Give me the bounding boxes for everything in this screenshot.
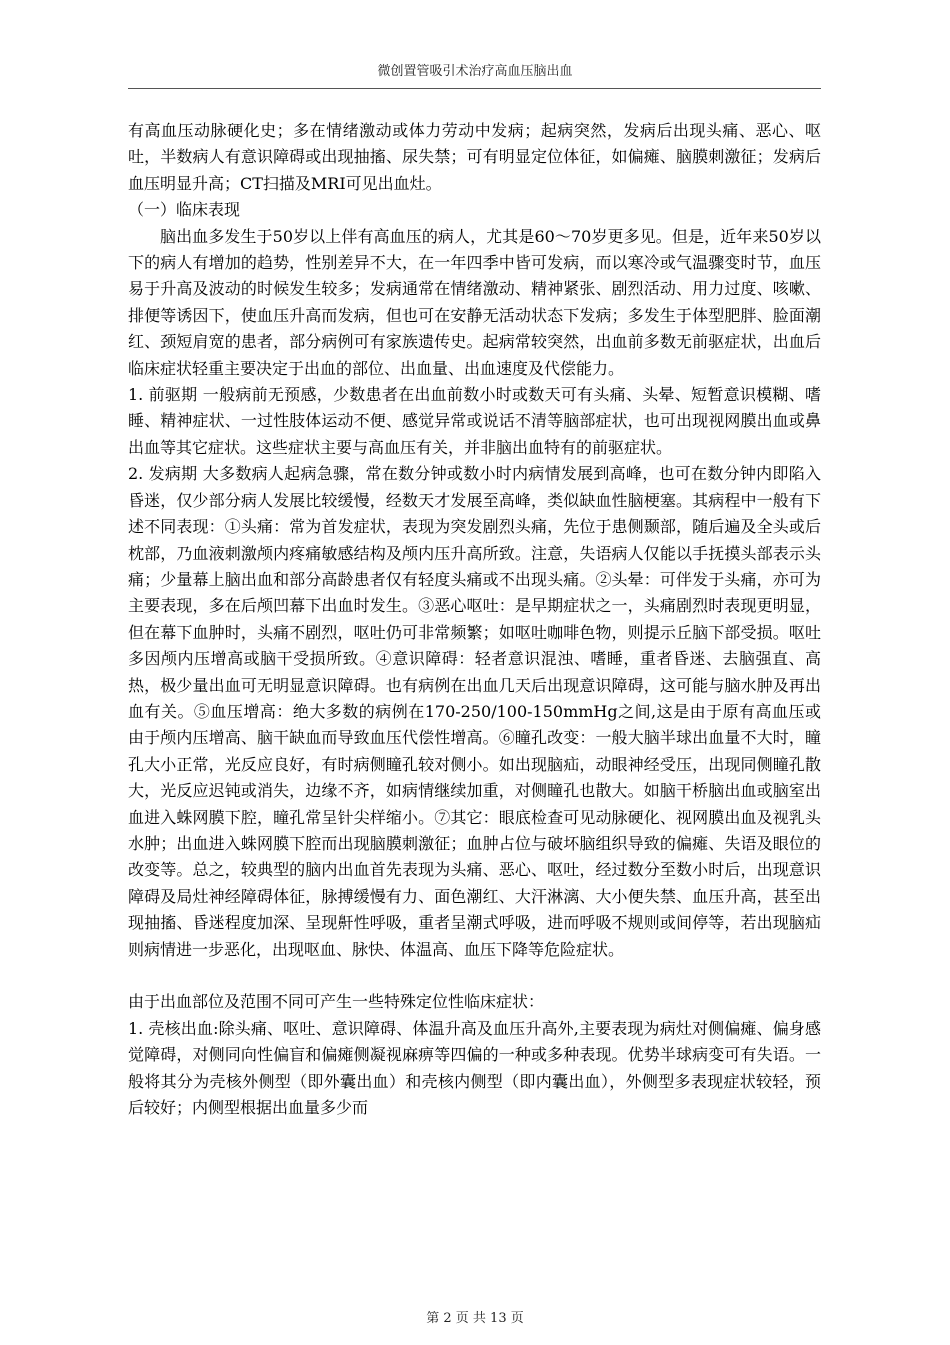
section-heading: （一）临床表现 <box>128 200 241 220</box>
header-divider <box>128 88 821 89</box>
paragraph-spacer <box>128 963 821 989</box>
onset-stage-paragraph: 2. 发病期 大多数病人起病急骤，常在数分钟或数小时内病情发展到高峰，也可在数分钟内即陷入昏迷，仅少部分病人发展比较缓慢，经数天才发展至高峰，类似缺血性脑梗塞。其病程中一般有下述不同表现：①头痛：常为首发症状，表现为突发剧烈头痛，先位于患侧颞部，随后遍及全头或后枕部，乃血液刺激颅内疼痛敏感结构及颅内压升高所致。注意，失语病人仅能以手抚摸头部表示头痛；少量幕上脑出血和部分高龄患者仅有轻度头痛或不出现头痛。②头晕：可伴发于头痛，亦可为主要表现，多在后颅凹幕下出血时发生。③恶心呕吐：是早期症状之一，头痛剧烈时表现更明显，但在幕下血肿时，头痛不剧烈，呕吐仍可非常频繁；如呕吐咖啡色物，则提示丘脑下部受损。呕吐多因颅内压增高或脑干受损所致。④意识障碍：轻者意识混浊、嗜睡，重者昏迷、去脑强直、高热，极少量出血可无明显意识障碍。也有病例在出血几天后出现意识障碍，这可能与脑水肿及再出血有关。⑤血压增高：绝大多数的病例在170-250/100-150mmHg之间,这是由于原有高血压或由于颅内压增高、脑干缺血而导致血压代偿性增高。⑥瞳孔改变：一般大脑半球出血量不大时，瞳孔大小正常，光反应良好，有时病侧瞳孔较对侧小。如出现脑疝，动眼神经受压，出现同侧瞳孔散大，光反应迟钝或消失，边缘不齐，如病情继续加重，对侧瞳孔也散大。如脑干桥脑出血或脑室出血进入蛛网膜下腔，瞳孔常呈针尖样缩小。⑦其它：眼底检查可见动脉硬化、视网膜出血及视乳头水肿；出血进入蛛网膜下腔而出现脑膜刺激征；血肿占位与破坏脑组织导致的偏瘫、失语及眼位的改变等。总之，较典型的脑内出血首先表现为头痛、恶心、呕吐，经过数分至数小时后，出现意识障碍及局灶神经障碍体征，脉搏缓慢有力、面色潮红、大汗淋漓、大小便失禁、血压升高，甚至出现抽搐、昏迷程度加深、呈现鼾性呼吸，重者呈潮式呼吸，进而呼吸不规则或间停等，若出现脑疝则病情进一步恶化，出现呕血、脉快、体温高、血压下降等危险症状。 <box>128 464 821 959</box>
document-body <box>128 118 821 1121</box>
prodromal-stage-paragraph: 1. 前驱期 一般病前无预感，少数患者在出血前数小时或数天可有头痛、头晕、短暂意识模糊、嗜睡、精神症状、一过性肢体运动不便、感觉异常或说话不清等脑部症状，也可出现视网膜出血或鼻出血等其它症状。这些症状主要与高血压有关，并非脑出血特有的前驱症状。 <box>128 385 821 457</box>
localization-intro: 由于出血部位及范围不同可产生一些特殊定位性临床症状： <box>128 992 545 1012</box>
intro-paragraph: 有高血压动脉硬化史；多在情绪激动或体力劳动中发病；起病突然，发病后出现头痛、恶心、呕吐，半数病人有意识障碍或出现抽搐、尿失禁；可有明显定位体征，如偏瘫、脑膜刺激征；发病后血压明显升高；CT扫描及MRI可见出血灶。 <box>128 121 821 193</box>
putamen-hemorrhage-paragraph: 1. 壳核出血:除头痛、呕吐、意识障碍、体温升高及血压升高外,主要表现为病灶对侧偏瘫、偏身感觉障碍，对侧同向性偏盲和偏瘫侧凝视麻痹等四偏的一种或多种表现。优势半球病变可有失语。一般将其分为壳核外侧型（即外囊出血）和壳核内侧型（即内囊出血），外侧型多表现症状较轻，预后较好；内侧型根据出血量多少而 <box>128 1018 821 1118</box>
clinical-paragraph: 脑出血多发生于50岁以上伴有高血压的病人，尤其是60～70岁更多见。但是，近年来50岁以下的病人有增加的趋势，性别差异不大，在一年四季中皆可发病，而以寒冷或气温骤变时节，血压易于升高及波动的时候发生较多；发病通常在情绪激动、精神紧张、剧烈活动、用力过度、咳嗽、排便等诱因下，使血压升高而发病，但也可在安静无活动状态下发病；多发生于体型肥胖、脸面潮红、颈短肩宽的患者，部分病例可有家族遗传史。起病常较突然，出血前多数无前驱症状，出血后临床症状轻重主要决定于出血的部位、出血量、出血速度及代偿能力。 <box>128 226 821 378</box>
page-number: 第 2 页 共 13 页 <box>426 1311 524 1326</box>
page-header-title: 微创置管吸引术治疗高血压脑出血 <box>377 64 573 79</box>
